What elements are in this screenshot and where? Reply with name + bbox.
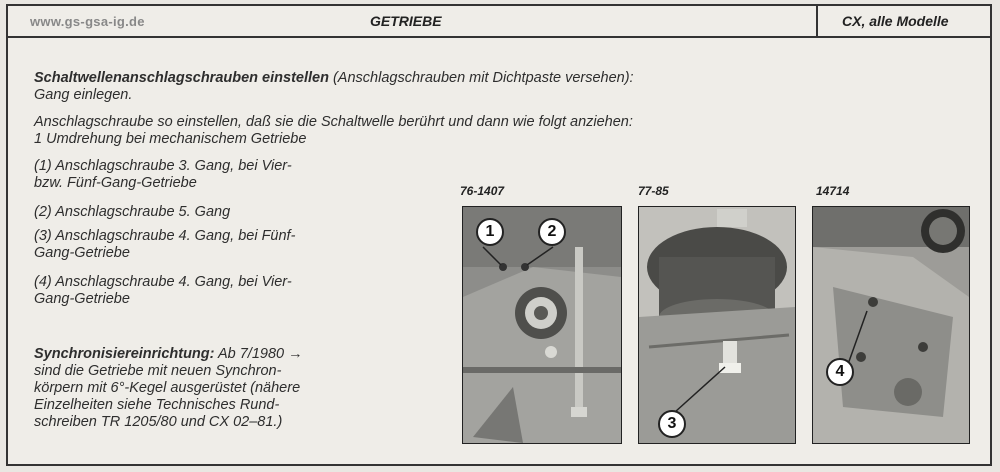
- item-1-line2: bzw. Fünf-Gang-Getriebe: [34, 175, 197, 191]
- figure-2-photo: [638, 206, 796, 444]
- item-4: [34, 274, 369, 308]
- item-3: [34, 228, 369, 262]
- header-divider: [816, 6, 818, 36]
- callout-1: 1: [476, 218, 504, 246]
- item-1-line1: (1) Anschlagschraube 3. Gang, bei Vier-: [34, 158, 292, 174]
- item-2: [34, 204, 369, 221]
- adjust-line2: 1 Umdrehung bei mechanischem Getriebe: [34, 131, 307, 147]
- intro-heading-note: (Anschlagschrauben mit Dichtpaste versehen):: [328, 70, 634, 86]
- synchro-line5: schreiben TR 1205/80 und CX 02–81.): [34, 414, 283, 430]
- model-label: CX, alle Modelle: [842, 13, 949, 29]
- item-4-line2: Gang-Getriebe: [34, 291, 130, 307]
- synchro-heading: Synchronisiereinrichtung:: [34, 346, 215, 362]
- callout-4: 4: [826, 358, 854, 386]
- item-2-line1: (2) Anschlagschraube 5. Gang: [34, 204, 231, 220]
- callout-3: 3: [658, 410, 686, 438]
- figure-1-ref: 76-1407: [460, 184, 505, 198]
- intro-line2: Gang einlegen.: [34, 87, 133, 103]
- figure-3-ref: 14714: [816, 184, 850, 198]
- intro-block: [34, 70, 794, 104]
- figure-3-photo: [812, 206, 970, 444]
- synchro-block: [34, 346, 369, 431]
- item-3-line2: Gang-Getriebe: [34, 245, 130, 261]
- figure-2-ref: 77-85: [638, 184, 669, 198]
- section-title: GETRIEBE: [370, 13, 442, 29]
- item-4-line1: (4) Anschlagschraube 4. Gang, bei Vier-: [34, 274, 292, 290]
- synchro-line2: sind die Getriebe mit neuen Synchron-: [34, 363, 282, 379]
- adjust-line1: Anschlagschraube so einstellen, daß sie die Schaltwelle berührt und dann wie folgt anziehen:: [34, 114, 633, 130]
- site-url: www.gs-gsa-ig.de: [30, 14, 145, 29]
- intro-heading: Schaltwellenanschlagschrauben einstellen: [34, 70, 329, 86]
- item-1: [34, 158, 369, 192]
- synchro-line3: körpern mit 6°-Kegel ausgerüstet (nähere: [34, 380, 301, 396]
- synchro-line4: Einzelheiten siehe Technisches Rund-: [34, 397, 280, 413]
- adjust-block: [34, 114, 794, 148]
- callout-2: 2: [538, 218, 566, 246]
- page-header: [8, 6, 990, 38]
- manual-page: [6, 4, 992, 466]
- item-3-line1: (3) Anschlagschraube 4. Gang, bei Fünf-: [34, 228, 296, 244]
- synchro-line1: Ab 7/1980 →: [214, 346, 303, 362]
